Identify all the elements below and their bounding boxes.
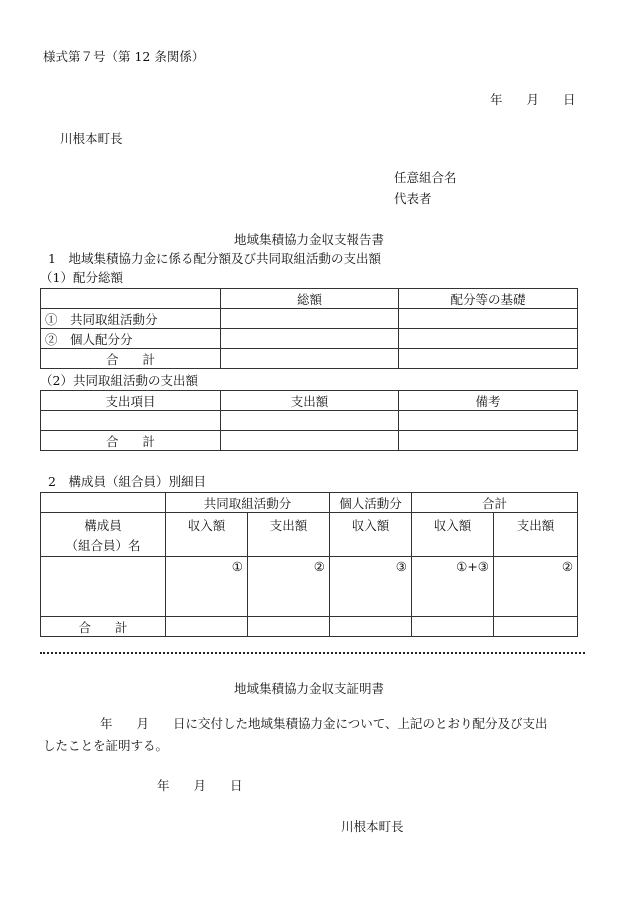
table-cell (494, 617, 578, 637)
member-row (41, 557, 578, 617)
table-header-cell: 配分等の基礎 (399, 289, 578, 309)
subsection2-heading: （2）共同取組活動の支出額 (40, 373, 198, 388)
certificate-title: 地域集積協力金収支証明書 (234, 681, 385, 696)
table-header-cell: 支出項目 (41, 391, 221, 411)
total-row (41, 617, 578, 637)
body-year: 年 (100, 716, 113, 731)
table-row (41, 411, 578, 431)
marker-cell: ① (166, 557, 248, 617)
member-name-cell (41, 557, 166, 617)
dotted-separator (40, 652, 585, 654)
table-header-cell (41, 289, 221, 309)
date-month: 月 (526, 92, 540, 107)
table-cell (399, 329, 578, 349)
table-header-row (41, 391, 578, 411)
date-year: 年 (490, 92, 503, 107)
table-row (41, 309, 578, 329)
table-header-cell: 収入額 (166, 513, 248, 557)
table-header-cell (41, 493, 166, 513)
total-label: 合 計 (41, 617, 166, 637)
table-header-cell: 支出額 (494, 513, 578, 557)
table-cell (412, 617, 494, 637)
table-cell (399, 431, 578, 451)
sub-header-row (41, 513, 578, 557)
row-label: ① 共同取組活動分 (41, 309, 221, 329)
group-header-joint: 共同取組活動分 (166, 493, 330, 513)
total-row (41, 349, 578, 369)
table-cell (330, 617, 412, 637)
group-header-row (41, 493, 578, 513)
representative-label: 代表者 (394, 191, 432, 206)
table-header-cell: 収入額 (412, 513, 494, 557)
table-cell (399, 411, 578, 431)
section1-heading: 1 地域集積協力金に係る配分額及び共同取組活動の支出額 (48, 251, 381, 266)
cert-date-month: 月 (193, 778, 207, 793)
table-cell (41, 411, 221, 431)
report-title: 地域集積協力金収支報告書 (234, 232, 385, 247)
header-date (490, 92, 576, 107)
table-cell (221, 329, 399, 349)
row-label: ② 個人配分分 (41, 329, 221, 349)
section2-heading: 2 構成員（組合員）別細目 (48, 474, 206, 489)
date-day: 日 (563, 92, 576, 107)
total-label: 合 計 (41, 431, 221, 451)
table-header-cell: 収入額 (330, 513, 412, 557)
cert-date-day: 日 (230, 778, 243, 793)
group-header-individual: 個人活動分 (330, 493, 412, 513)
marker-cell: ①+③ (412, 557, 494, 617)
certificate-body-line1 (100, 716, 548, 731)
table-cell (221, 411, 399, 431)
table-cell (166, 617, 248, 637)
group-header-total: 合計 (412, 493, 578, 513)
certificate-signer: 川根本町長 (341, 819, 404, 834)
table-cell (399, 349, 578, 369)
body-line1-rest: 日に交付した地域集積協力金について、上記のとおり配分及び支出 (173, 716, 548, 731)
marker-cell: ③ (330, 557, 412, 617)
form-number: 様式第７号（第 12 条関係） (43, 49, 205, 64)
table-cell (221, 349, 399, 369)
table-row (41, 329, 578, 349)
body-month: 月 (136, 716, 150, 731)
allocation-total-table (40, 288, 578, 369)
table-cell (221, 309, 399, 329)
table-header-cell: 総額 (221, 289, 399, 309)
certificate-body-line2: したことを証明する。 (43, 738, 169, 753)
table-cell (248, 617, 330, 637)
cert-date-year: 年 (157, 778, 170, 793)
table-header-row (41, 289, 578, 309)
certificate-date (157, 778, 243, 793)
subsection1-heading: （1）配分総額 (40, 270, 123, 285)
total-label: 合 計 (41, 349, 221, 369)
marker-cell: ② (494, 557, 578, 617)
marker-cell: ② (248, 557, 330, 617)
org-name-label: 任意組合名 (394, 170, 457, 185)
addressee: 川根本町長 (60, 131, 123, 146)
table-header-cell: 支出額 (221, 391, 399, 411)
table-header-cell: 備考 (399, 391, 578, 411)
table-cell (399, 309, 578, 329)
table-header-cell: 支出額 (248, 513, 330, 557)
table-cell (221, 431, 399, 451)
member-name-header: 構成員 （組合員）名 (41, 513, 166, 557)
member-breakdown-table (40, 492, 578, 637)
total-row (41, 431, 578, 451)
joint-activity-expense-table (40, 390, 578, 451)
